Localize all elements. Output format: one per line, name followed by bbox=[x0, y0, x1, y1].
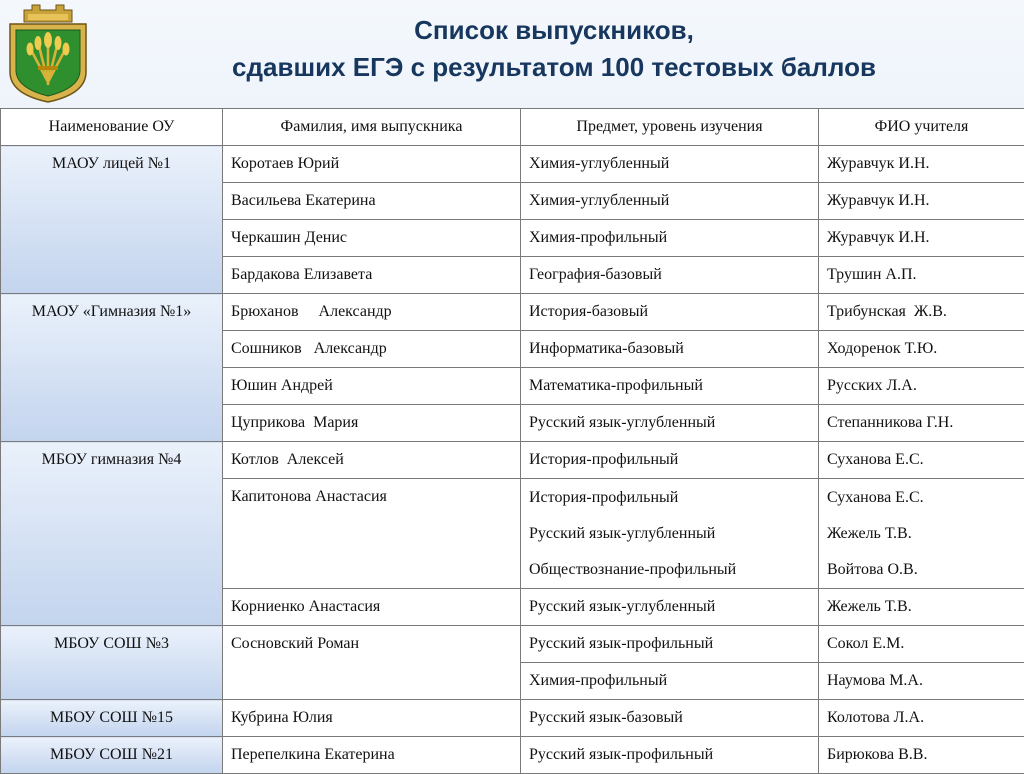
column-header-teacher: ФИО учителя bbox=[819, 109, 1024, 146]
teacher-cell: Сокол Е.М. bbox=[819, 626, 1024, 663]
student-cell: Сошников Александр bbox=[223, 331, 521, 368]
teacher-cell: Степанникова Г.Н. bbox=[819, 405, 1024, 442]
subject-line: Русский язык-углубленный bbox=[529, 524, 818, 560]
subject-cell: Химия-углубленный bbox=[521, 146, 819, 183]
teacher-cell: Журавчук И.Н. bbox=[819, 183, 1024, 220]
teacher-cell: Жежель Т.В. bbox=[819, 589, 1024, 626]
city-coat-of-arms-icon bbox=[2, 2, 94, 104]
subject-cell: Химия-углубленный bbox=[521, 183, 819, 220]
subject-line: История-профильный bbox=[529, 488, 818, 524]
table-row bbox=[1, 442, 1024, 479]
teacher-cell: Наумова М.А. bbox=[819, 663, 1024, 700]
subject-cell: География-базовый bbox=[521, 257, 819, 294]
teacher-cell: Ходоренок Т.Ю. bbox=[819, 331, 1024, 368]
graduates-table bbox=[0, 108, 1024, 774]
teacher-cell: Трибунская Ж.В. bbox=[819, 294, 1024, 331]
student-cell: Перепелкина Екатерина bbox=[223, 737, 521, 774]
teacher-line: Жежель Т.В. bbox=[827, 524, 1024, 560]
student-cell: Черкашин Денис bbox=[223, 220, 521, 257]
student-cell: Цуприкова Мария bbox=[223, 405, 521, 442]
student-cell: Капитонова Анастасия bbox=[223, 479, 521, 589]
teacher-line: Суханова Е.С. bbox=[827, 488, 1024, 524]
table-row bbox=[1, 700, 1024, 737]
subject-cell: Русский язык-базовый bbox=[521, 700, 819, 737]
student-cell: Кубрина Юлия bbox=[223, 700, 521, 737]
subject-cell: Информатика-базовый bbox=[521, 331, 819, 368]
column-header-student: Фамилия, имя выпускника bbox=[223, 109, 521, 146]
school-cell: МАОУ «Гимназия №1» bbox=[1, 294, 223, 442]
subject-cell: Русский язык-профильный bbox=[521, 626, 819, 663]
table-header-row bbox=[1, 109, 1024, 146]
teacher-cell: Колотова Л.А. bbox=[819, 700, 1024, 737]
student-cell: Корниенко Анастасия bbox=[223, 589, 521, 626]
student-cell: Брюханов Александр bbox=[223, 294, 521, 331]
table-row bbox=[1, 146, 1024, 183]
page-title-line-1: Список выпускников, bbox=[100, 12, 1008, 49]
teacher-cell: Русских Л.А. bbox=[819, 368, 1024, 405]
student-cell: Бардакова Елизавета bbox=[223, 257, 521, 294]
teacher-cell: Бирюкова В.В. bbox=[819, 737, 1024, 774]
subject-cell: Русский язык-углубленный bbox=[521, 589, 819, 626]
column-header-subject: Предмет, уровень изучения bbox=[521, 109, 819, 146]
student-cell: Юшин Андрей bbox=[223, 368, 521, 405]
subject-cell: История-базовый bbox=[521, 294, 819, 331]
subject-cell: Химия-профильный bbox=[521, 220, 819, 257]
student-cell: Васильева Екатерина bbox=[223, 183, 521, 220]
table-row bbox=[1, 294, 1024, 331]
school-cell: МБОУ гимназия №4 bbox=[1, 442, 223, 626]
teacher-line: Войтова О.В. bbox=[827, 560, 1024, 579]
subject-cell: Русский язык-профильный bbox=[521, 737, 819, 774]
school-cell: МБОУ СОШ №3 bbox=[1, 626, 223, 700]
school-cell: МБОУ СОШ №21 bbox=[1, 737, 223, 774]
student-cell: Сосновский Роман bbox=[223, 626, 521, 700]
subject-cell: Химия-профильный bbox=[521, 663, 819, 700]
table-row bbox=[1, 626, 1024, 663]
subject-cell bbox=[521, 479, 819, 589]
subject-cell: Русский язык-углубленный bbox=[521, 405, 819, 442]
teacher-cell: Журавчук И.Н. bbox=[819, 146, 1024, 183]
teacher-cell: Трушин А.П. bbox=[819, 257, 1024, 294]
column-header-school: Наименование ОУ bbox=[1, 109, 223, 146]
subject-cell: Математика-профильный bbox=[521, 368, 819, 405]
school-cell: МАОУ лицей №1 bbox=[1, 146, 223, 294]
teacher-cell: Суханова Е.С. bbox=[819, 442, 1024, 479]
student-cell: Котлов Алексей bbox=[223, 442, 521, 479]
school-cell: МБОУ СОШ №15 bbox=[1, 700, 223, 737]
slide-header bbox=[0, 0, 1024, 104]
student-cell: Коротаев Юрий bbox=[223, 146, 521, 183]
subject-line: Обществознание-профильный bbox=[529, 560, 818, 579]
teacher-cell bbox=[819, 479, 1024, 589]
teacher-cell: Журавчук И.Н. bbox=[819, 220, 1024, 257]
page-title bbox=[100, 12, 1008, 86]
page-title-line-2: сдавших ЕГЭ с результатом 100 тестовых баллов bbox=[100, 49, 1008, 86]
subject-cell: История-профильный bbox=[521, 442, 819, 479]
